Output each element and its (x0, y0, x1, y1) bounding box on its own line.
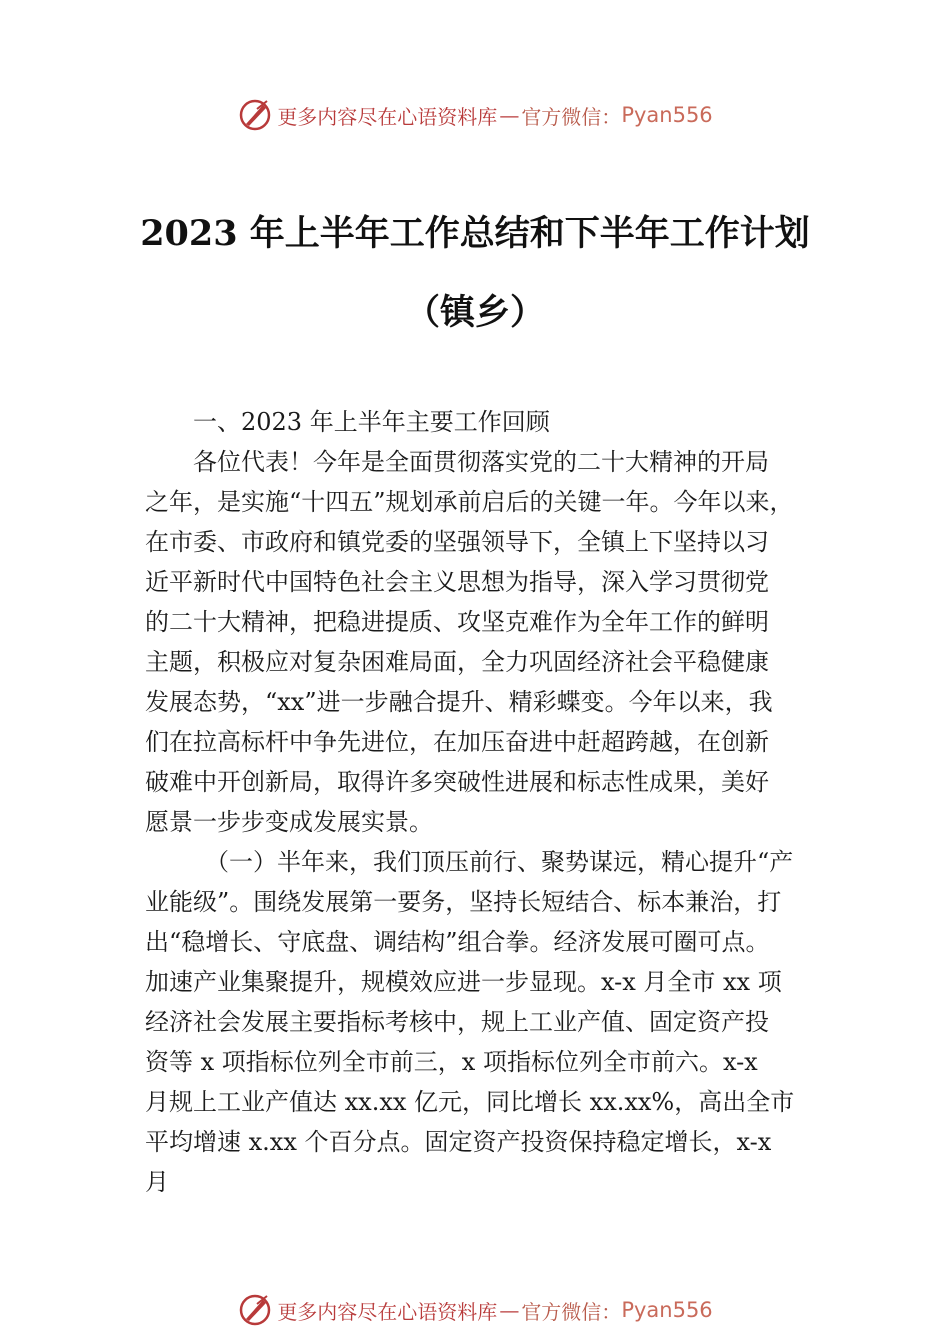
paragraph-line: 发展态势，“xx”进一步融合提升、精彩蝶变。今年以来，我 (145, 688, 773, 716)
paragraph-line: 出“稳增长、守底盘、调结构”组合拳。经济发展可圈可点。 (145, 928, 770, 956)
paragraph-line: 月 (145, 1168, 169, 1196)
watermark-wechat-label: 官方微信： (521, 104, 622, 129)
watermark-banner-top (0, 93, 950, 137)
paragraph-line: 加速产业集聚提升，规模效应进一步显现。x-x 月全市 xx 项 (145, 968, 782, 996)
paragraph-line: 近平新时代中国特色社会主义思想为指导，深入学习贯彻党 (145, 568, 769, 596)
paragraph-line: 破难中开创新局，取得许多突破性进展和标志性成果，美好 (145, 768, 769, 796)
document-body (145, 402, 810, 1202)
quill-logo-icon (237, 1292, 273, 1328)
paragraph-line: 平均增速 x.xx 个百分点。固定资产投资保持稳定增长，x-x (145, 1128, 772, 1156)
paragraph-1 (145, 442, 810, 842)
document-title: 2023 年上半年工作总结和下半年工作计划 (140, 213, 810, 254)
paragraph-line: 们在拉高标杆中争先进位，在加压奋进中赶超跨越，在创新 (145, 728, 769, 756)
paragraph-line: 经济社会发展主要指标考核中，规上工业产值、固定资产投 (145, 1008, 769, 1036)
paragraph-line: 各位代表！今年是全面贯彻落实党的二十大精神的开局 (193, 448, 769, 476)
watermark-wechat-id: Pyan556 (621, 1298, 713, 1322)
watermark-wechat-id: Pyan556 (621, 103, 713, 127)
watermark-dash: — (499, 1298, 520, 1322)
paragraph-line: 的二十大精神，把稳进提质、攻坚克难作为全年工作的鲜明 (145, 608, 769, 636)
paragraph-line: 主题，积极应对复杂困难局面，全力巩固经济社会平稳健康 (145, 648, 769, 676)
paragraph-line: 资等 x 项指标位列全市前三，x 项指标位列全市前六。x-x (145, 1048, 758, 1076)
paragraph-line: 之年，是实施“十四五”规划承前启后的关键一年。今年以来， (145, 488, 794, 516)
paragraph-line: 月规上工业产值达 xx.xx 亿元，同比增长 xx.xx%，高出全市 (145, 1088, 795, 1116)
paragraph-line: （一）半年来，我们顶压前行、聚势谋远，精心提升“产 (205, 848, 794, 876)
watermark-dash: — (499, 103, 520, 127)
watermark-site-text: 更多内容尽在心语资料库 (277, 1299, 498, 1324)
document-subtitle: （镇乡） (404, 292, 545, 333)
paragraph-line: 愿景一步步变成发展实景。 (145, 808, 433, 836)
paragraph-2 (145, 842, 810, 1202)
section-heading: 一、2023 年上半年主要工作回顾 (193, 408, 550, 436)
watermark-site-text: 更多内容尽在心语资料库 (277, 104, 498, 129)
quill-logo-icon (237, 97, 273, 133)
watermark-wechat-label: 官方微信： (521, 1299, 622, 1324)
paragraph-line: 业能级”。围绕发展第一要务，坚持长短结合、标本兼治，打 (145, 888, 782, 916)
paragraph-line: 在市委、市政府和镇党委的坚强领导下，全镇上下坚持以习 (145, 528, 769, 556)
watermark-banner-bottom (0, 1288, 950, 1332)
